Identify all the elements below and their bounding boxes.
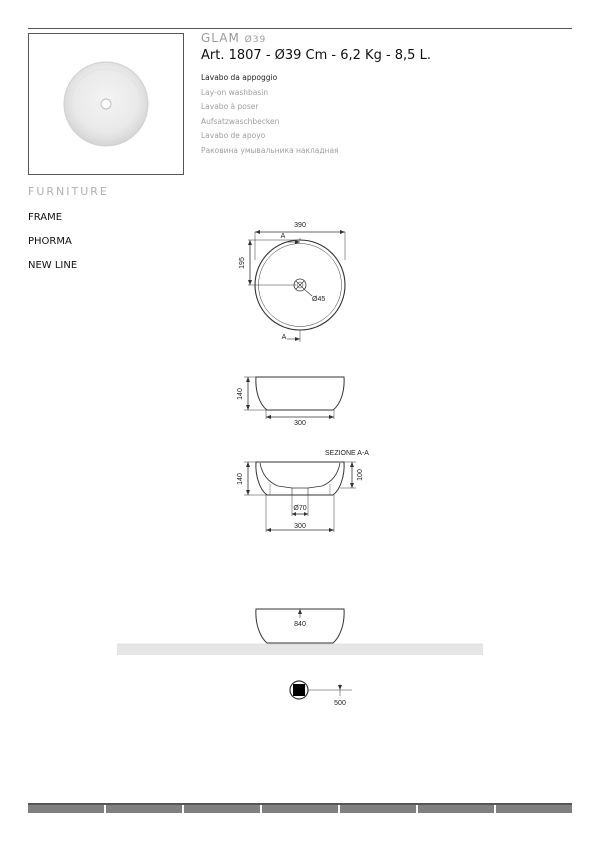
furniture-heading: FURNITURE [28,185,109,198]
description-de: Aufsatzwaschbecken [201,117,280,126]
section-drain-dim: Ø70 [293,505,307,512]
product-title: GLAM Ø39 [201,31,267,45]
description-fr: Lavabo à poser [201,102,259,111]
top-view [248,230,345,342]
description-it: Lavabo da appoggio [201,73,278,82]
section-inner-dim: 100 [357,469,364,481]
dim-drain: Ø45 [312,296,326,303]
nav-new-line[interactable]: NEW LINE [28,260,78,271]
install-height-dim: 840 [294,621,306,628]
footer-rule [28,803,572,805]
floor-dim: 500 [334,700,346,707]
description-en: Lay-on washbasin [201,88,269,97]
side-height-dim: 140 [237,388,244,400]
drain-symbol [290,681,352,699]
nav-frame[interactable]: FRAME [28,212,63,223]
section-height-dim: 140 [237,473,244,485]
side-view [244,377,344,419]
article-line: Art. 1807 - Ø39 Cm - 6,2 Kg - 8,5 L. [201,48,431,63]
section-base-dim: 300 [294,523,306,530]
section-title: SEZIONE A-A [325,450,369,457]
section-mark-bottom: A [281,334,287,341]
countertop [117,644,483,655]
nav-phorma[interactable]: PHORMA [28,236,72,247]
side-base-dim: 300 [294,420,306,427]
dim-half: 195 [239,257,246,269]
installation-view [117,609,483,655]
dim-width: 390 [294,222,306,229]
description-ru: Раковина умывальника накладная [201,146,339,155]
section-mark-top: A [280,233,286,240]
description-es: Lavabo de apoyo [201,131,266,140]
section-view [244,462,356,532]
